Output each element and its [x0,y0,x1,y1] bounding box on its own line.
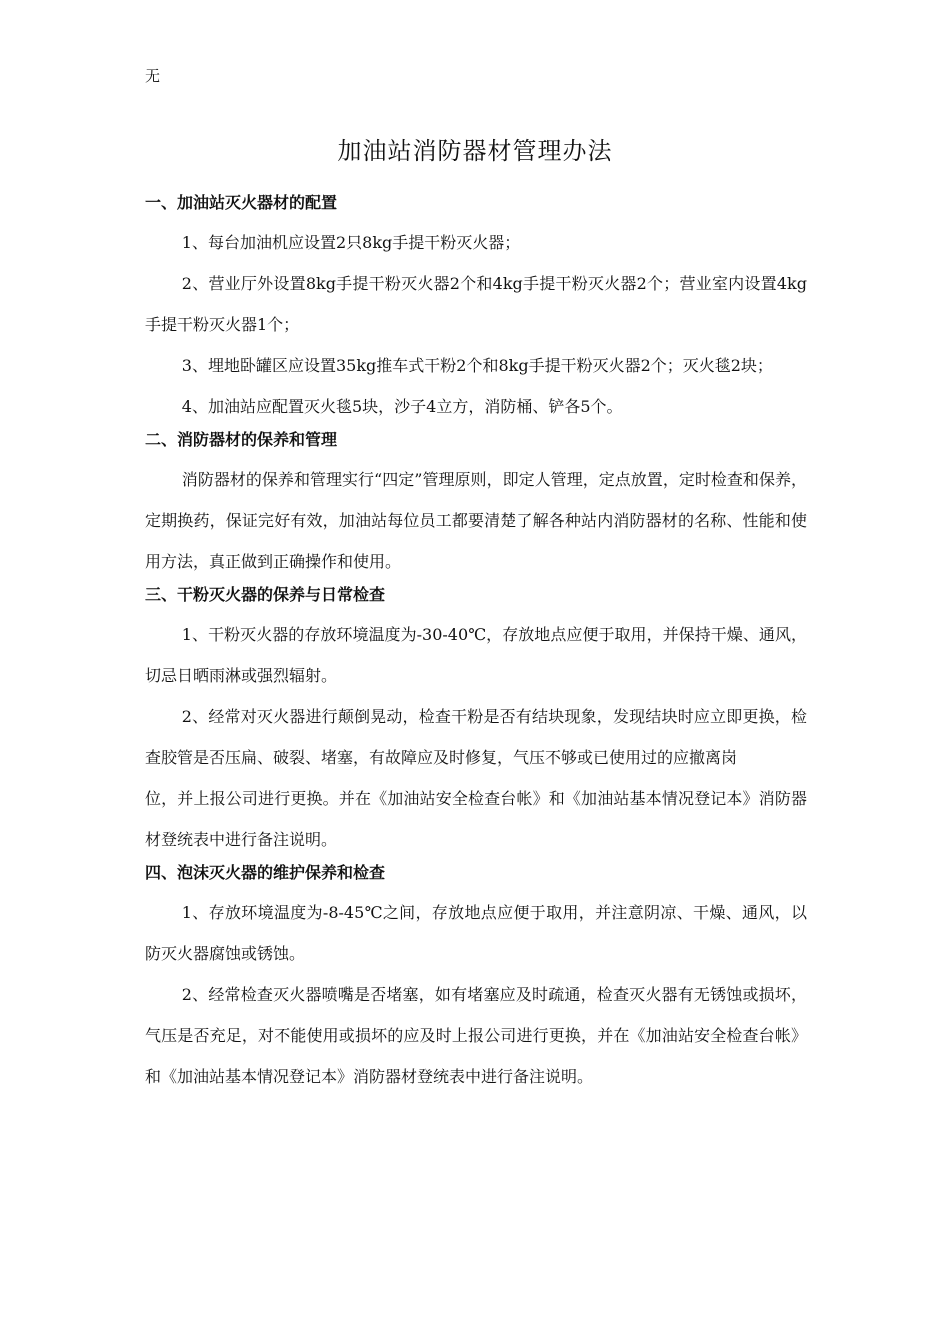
paragraph: 1、存放环境温度为-8-45℃之间，存放地点应便于取用，并注意阴凉、干燥、通风，以防灭火器腐蚀或锈蚀。 [145,903,807,963]
section-heading: 四、泡沫灭火器的维护保养和检查 [145,863,386,882]
paragraph: 4、加油站应配置灭火毯5块，沙子4立方，消防桶、铲各5个。 [181,397,623,416]
paragraph: 2、经常对灭火器进行颠倒晃动，检查干粉是否有结块现象，发现结块时应立即更换，检查胶管是否压扁、破裂、堵塞，有故障应及时修复，气压不够或已使用过的应撤离岗 [145,707,807,767]
paragraph: 3、埋地卧罐区应设置35kg推车式干粉2个和8kg手提干粉灭火器2个；灭火毯2块； [181,356,773,375]
section-maintenance-management [145,427,807,582]
header-mark: 无 [145,67,161,85]
document-title: 加油站消防器材管理办法 [337,137,613,165]
section-dry-powder-extinguisher [145,582,807,860]
paragraph: 1、每台加油机应设置2只8kg手提干粉灭火器； [181,233,521,252]
paragraph: 2、营业厅外设置8kg手提干粉灭火器2个和4kg手提干粉灭火器2个；营业室内设置4kg手提干粉灭火器1个； [145,274,807,334]
paragraph: 2、经常检查灭火器喷嘴是否堵塞，如有堵塞应及时疏通，检查灭火器有无锈蚀或损坏，气压是否充足，对不能使用或损坏的应及时上报公司进行更换，并在《加油站安全检查台帐》和《加油站基本情况登记本》消防器材登统表中进行备注说明。 [145,985,807,1086]
document-body [145,190,807,1097]
section-heading: 三、干粉灭火器的保养与日常检查 [145,585,386,604]
paragraph: 消防器材的保养和管理实行“四定”管理原则，即定人管理，定点放置，定时检查和保养，定期换药，保证完好有效，加油站每位员工都要清楚了解各种站内消防器材的名称、性能和使用方法，真正做到正确操作和使用。 [145,470,807,571]
paragraph: 1、干粉灭火器的存放环境温度为-30-40℃，存放地点应便于取用，并保持干燥、通风，切忌日晒雨淋或强烈辐射。 [145,625,807,685]
section-foam-extinguisher [145,860,807,1097]
section-equipment-configuration [145,190,807,427]
paragraph: 位，并上报公司进行更换。并在《加油站安全检查台帐》和《加油站基本情况登记本》消防器材登统表中进行备注说明。 [145,789,807,849]
section-heading: 二、消防器材的保养和管理 [145,430,338,449]
section-heading: 一、加油站灭火器材的配置 [145,193,338,212]
